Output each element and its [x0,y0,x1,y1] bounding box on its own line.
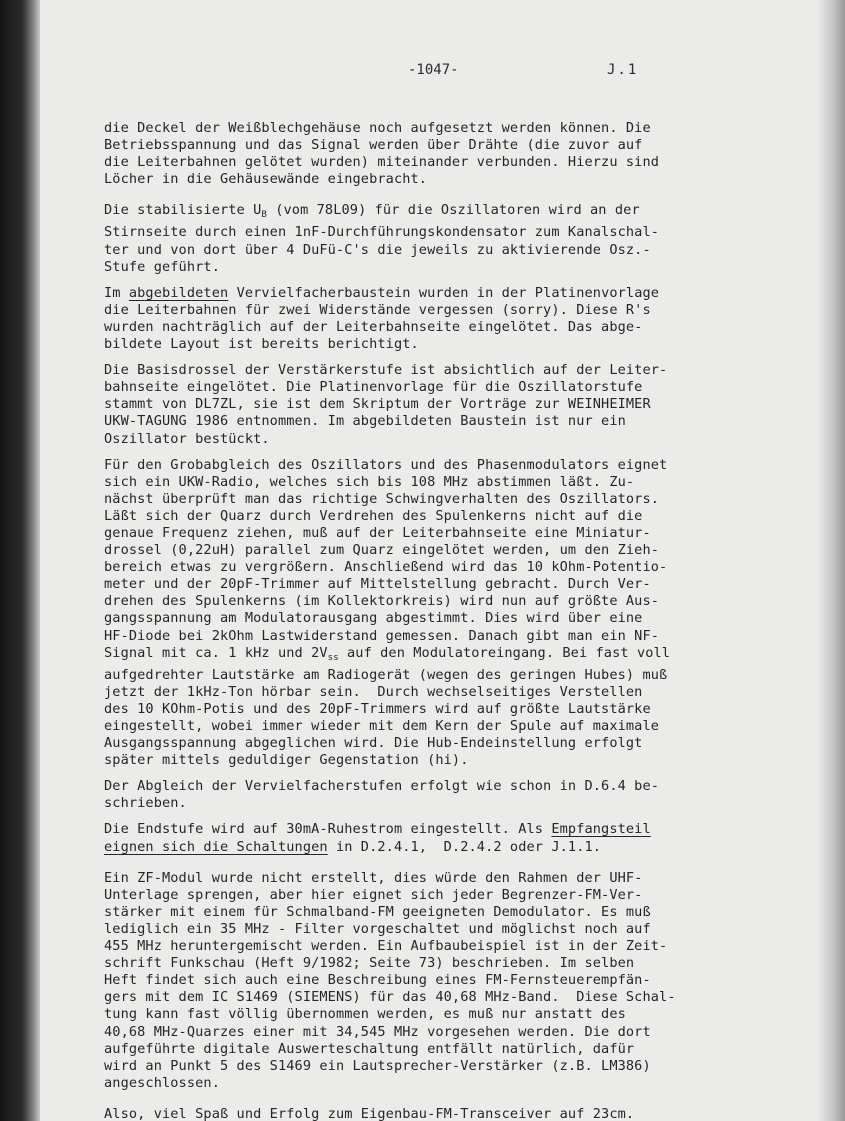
paragraph-housing [104,120,804,188]
text-line: drossel (0,22uH) parallel zum Quarz eingelötet werden, um den Zieh- [104,542,660,559]
text-line: Löcher in die Gehäusewände eingebracht. [104,171,428,188]
text-line: stammt von DL7ZL, sie ist dem Skriptum der Vorträge zur WEINHEIMER [104,396,651,413]
text-line: genaue Frequenz ziehen, muß auf der Leiterbahnseite eine Miniatur- [104,524,651,541]
text-line: Für den Grobabgleich des Oszillators und des Phasenmodulators eignet [104,456,668,473]
text-line: Ausgangsspannung abgeglichen wird. Die Hub-Endeinstellung erfolgt [104,735,643,752]
text-line: HF-Diode bei 2kOhm Lastwiderstand gemessen. Danach gibt man ein NF- [104,627,660,644]
subscript-b: B [261,210,267,221]
underlined-text: Empfangsteil [551,821,651,838]
text-line: meter und der 20pF-Trimmer auf Mittelstellung gebracht. Durch Ver- [104,576,651,593]
text-line: Unterlage sprengen, aber hier eignet sich jeder Begrenzer-FM-Ver- [104,886,643,903]
text-line: nächst überprüft man das richtige Schwingverhalten des Oszillators. [104,490,660,507]
paragraph-alignment [104,457,804,770]
text-line-prefix: Im [104,284,129,301]
text-line-suffix: (vom 78L09) für die Oszillatoren wird an der [266,202,640,219]
text-line: UKW-TAGUNG 1986 entnommen. Im abgebildeten Baustein ist nur ein [104,413,626,430]
text-line: jetzt der 1kHz-Ton hörbar sein. Durch wechselseitiges Verstellen [104,683,643,700]
text-line-prefix: Die stabilisierte U [104,202,262,219]
section-id: J.1 [607,62,639,78]
text-line: Ein ZF-Modul wurde nicht erstellt, dies würde den Rahmen der UHF- [104,869,643,886]
paragraph-base-choke [104,362,804,447]
scan-shadow-left [0,0,40,1121]
text-line: Stufe geführt. [104,258,220,275]
text-line: gers mit dem IC S1469 (SIEMENS) für das 40,68 MHz-Band. Diese Schal- [104,989,676,1006]
text-line: 455 MHz heruntergemischt werden. Ein Aufbaubeispiel ist in der Zeit- [104,938,668,955]
text-line: ter und von dort über 4 DuFü-C's die jeweils zu aktivierende Osz.- [104,241,651,258]
text-line: drehen des Spulenkerns (im Kollektorkreis) wird nun auf größte Aus- [104,593,660,610]
page-header [0,62,845,84]
text-line: die Leiterbahnen für zwei Widerstände vergessen (sorry). Diese R's [104,301,651,318]
text-line: die Deckel der Weißblechgehäuse noch aufgesetzt werden können. Die [104,120,651,136]
text-line: wurden nachträglich auf der Leiterbahnseite eingelötet. Das abge- [104,318,643,335]
text-line: bahnseite eingelötet. Die Platinenvorlage für die Oszillatorstufe [104,379,643,396]
scan-shadow-right [817,0,845,1121]
text-line: stärker mit einem für Schmalband-FM geeigneten Demodulator. Es muß [104,903,651,920]
text-line: Läßt sich der Quarz durch Verdrehen des Spulenkerns nicht auf die [104,507,643,524]
text-line: des 10 KOhm-Potis und des 20pF-Trimmers wird auf größte Lautstärke [104,700,651,717]
text-line: Also, viel Spaß und Erfolg zum Eigenbau-FM-Transceiver auf 23cm. [104,1105,635,1121]
underlined-text: eignen sich die Schaltungen [104,838,328,855]
text-line: Stirnseite durch einen 1nF-Durchführungskondensator zum Kanalschal- [104,224,660,241]
text-line: bildete Layout ist bereits berichtigt. [104,336,419,353]
text-line-prefix: Signal mit ca. 1 kHz und 2V [104,644,328,661]
paragraph-final-stage [104,821,804,855]
text-line: gangsspannung am Modulatorausgang abgestimmt. Dies wird über eine [104,610,643,627]
text-line: aufgeführte digitale Auswerteschaltung entfällt natürlich, dafür [104,1040,635,1057]
text-line: lediglich ein 35 MHz - Filter vorgeschaltet und möglichst noch auf [104,920,651,937]
text-line: Oszillator bestückt. [104,430,270,447]
text-line: eingestellt, wobei immer wieder mit dem Kern der Spule auf maximale [104,718,660,734]
paragraph-closing [104,1106,804,1121]
paragraph-supply-voltage [104,202,804,275]
text-line: tung kann fast völlig übernommen werden, es muß nur anstatt des [104,1006,626,1023]
text-line: bereich etwas zu vergrößern. Anschließend wird das 10 kOhm-Potentio- [104,559,668,576]
paragraph-if-module [104,870,804,1092]
underlined-text: abgebildeten [128,284,229,301]
text-line-suffix: Vervielfacherbaustein wurden in der Platinenvorlage [228,284,660,301]
text-line: angeschlossen. [104,1074,220,1091]
text-line: Der Abgleich der Vervielfacherstufen erfolgt wie schon in D.6.4 be- [104,778,660,795]
text-line: Heft findet sich auch eine Beschreibung eines FM-Fernsteuerempfän- [104,972,651,989]
text-line: 40,68 MHz-Quarzes einer mit 34,545 MHz vorgesehen werden. Die dort [104,1023,651,1040]
paragraph-multiplier-alignment [104,778,804,812]
paragraph-multiplier-errata [104,285,804,353]
text-line: die Leiterbahnen gelötet wurden) miteinander verbunden. Hierzu sind [104,154,660,171]
page-number: -1047- [408,62,459,78]
text-line: aufgedrehter Lautstärke am Radiogerät (wegen des geringen Hubes) muß [104,666,668,683]
text-line: sich ein UKW-Radio, welches sich bis 108 MHz abstimmen läßt. Zu- [104,473,635,490]
text-line-prefix: Die Endstufe wird auf 30mA-Ruhestrom eingestellt. Als [104,821,552,838]
text-line-suffix: in D.2.4.1, D.2.4.2 oder J.1.1. [327,838,602,855]
text-line: schrift Funkschau (Heft 9/1982; Seite 73) beschrieben. Im selben [104,955,635,972]
text-line: später mittels geduldiger Gegenstation (hi). [104,752,469,769]
subscript-ss: ss [327,652,339,663]
document-body [104,120,804,1121]
text-line: Die Basisdrossel der Verstärkerstufe ist absichtlich auf der Leiter- [104,362,668,379]
text-line: schrieben. [104,795,187,812]
text-line: wird an Punkt 5 des S1469 ein Lautsprecher-Verstärker (z.B. LM386) [104,1057,651,1074]
text-line: Betriebsspannung und das Signal werden über Drähte (die zuvor auf [104,137,643,154]
text-line-suffix: auf den Modulatoreingang. Bei fast voll [338,644,671,661]
